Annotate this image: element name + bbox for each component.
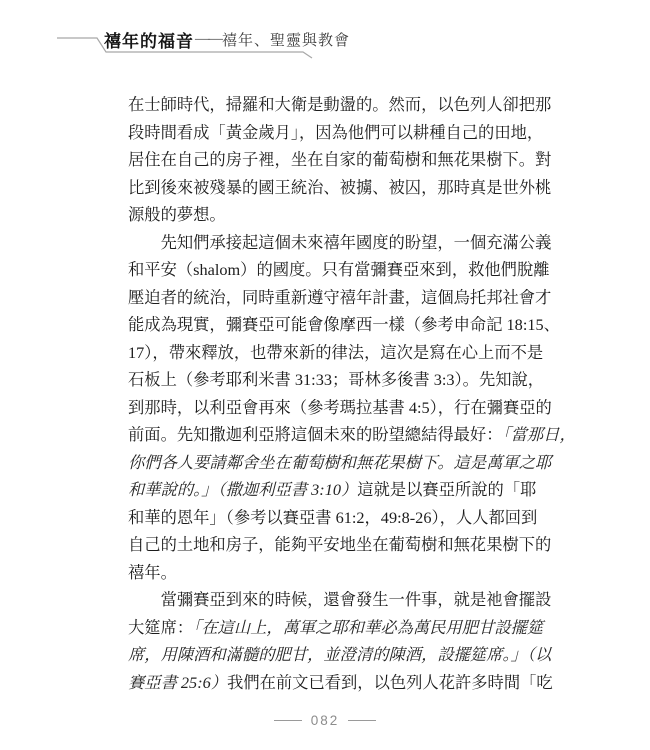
body-text: 源般的夢想。: [128, 205, 226, 224]
scripture-quote-text: 「當那日，: [502, 425, 576, 444]
footer-rule-right: [348, 720, 376, 721]
scripture-quote-text: 賽亞書 25:6）: [128, 672, 228, 692]
body-text: 壓迫者的統治，同時重新遵守禧年計畫，這個烏托邦社會才: [128, 287, 552, 307]
text-line: [128, 476, 537, 504]
page-number: 082: [310, 713, 340, 728]
text-line: [128, 614, 544, 642]
body-text: 我們在前文已看到，以色列人花許多時間「吃: [227, 672, 553, 692]
body-text: 和平安（shalom）的國度。只有當彌賽亞來到，救他們脫離: [128, 260, 550, 279]
text-line: [128, 559, 526, 587]
body-text: 當彌賽亞到來的時候，還會發生一件事，就是祂會擺設: [160, 590, 552, 609]
text-line: [128, 669, 553, 697]
chapter-subtitle: 禧年、聖靈與教會: [222, 33, 351, 49]
body-text: 石板上（參考耶利米書 31:33；哥林多後書 3:3）。先知說，: [128, 370, 545, 389]
text-line: [128, 229, 552, 257]
text-line: [128, 284, 552, 312]
text-line: [128, 504, 538, 532]
body-text: 比到後來被殘暴的國王統治、被擄、被囚，那時真是世外桃: [128, 177, 552, 197]
text-line: [128, 201, 526, 229]
text-line: [128, 449, 552, 477]
body-text: 17），帶來釋放，也帶來新的律法，這次是寫在心上而不是: [128, 342, 544, 362]
text-line: [128, 531, 552, 559]
body-text: 這就是以賽亞所說的「耶: [357, 480, 537, 499]
paragraph: [128, 229, 576, 587]
body-text: 先知們承接起這個未來禧年國度的盼望，一個充滿公義: [160, 232, 552, 252]
book-title: 禧年的福音: [104, 32, 194, 51]
text-line: [128, 311, 560, 339]
paragraph: [128, 586, 553, 696]
header-separator: ——: [195, 31, 221, 47]
body-text: 到那時，以利亞會再來（參考瑪拉基書 4:5），行在彌賽亞的: [128, 397, 552, 417]
header-titles: [104, 27, 350, 52]
page-body: [128, 91, 576, 696]
body-text: 段時間看成「黃金歲月」，因為他們可以耕種自己的田地，: [128, 122, 544, 142]
body-text: 禧年。: [128, 562, 177, 582]
text-line: [128, 91, 552, 119]
paragraph: [128, 91, 552, 229]
scripture-quote-text: 席，用陳酒和滿髓的肥甘，並澄清的陳酒，設擺筵席。」（以: [128, 645, 552, 664]
scripture-quote-text: 「在這山上，萬軍之耶和華必為萬民用肥甘設擺筵: [193, 617, 544, 637]
body-text: 前面。先知撒迦利亞將這個未來的盼望總結得最好：: [128, 425, 503, 444]
scripture-quote-text: 和華說的。」（撒迦利亞書 3:10）: [128, 480, 358, 499]
body-text: 在士師時代，掃羅和大衛是動盪的。然而，以色列人卻把那: [128, 95, 552, 114]
body-text: 和華的恩年」（參考以賽亞書 61:2，49:8-26），人人都回到: [128, 507, 538, 527]
body-text: 大筵席：: [128, 617, 194, 637]
text-line: [128, 394, 552, 422]
text-line: [128, 146, 552, 174]
text-line: [128, 641, 552, 669]
running-header: [0, 0, 650, 70]
scripture-quote-text: 你們各人要請鄰舍坐在葡萄樹和無花果樹下。這是萬軍之耶: [128, 452, 552, 472]
text-line: [128, 421, 576, 449]
text-line: [128, 174, 552, 202]
text-line: [128, 339, 544, 367]
body-text: 居住在自己的房子裡，坐在自家的葡萄樹和無花果樹下。對: [128, 150, 552, 169]
body-text: 能成為現實，彌賽亞可能會像摩西一樣（參考申命記 18:15、: [128, 315, 560, 334]
footer-rule-left: [274, 720, 302, 721]
text-line: [128, 256, 550, 284]
text-line: [128, 366, 545, 394]
page-footer: [0, 713, 650, 728]
text-line: [128, 586, 552, 614]
body-text: 自己的土地和房子，能夠平安地坐在葡萄樹和無花果樹下的: [128, 535, 552, 554]
text-line: [128, 119, 544, 147]
